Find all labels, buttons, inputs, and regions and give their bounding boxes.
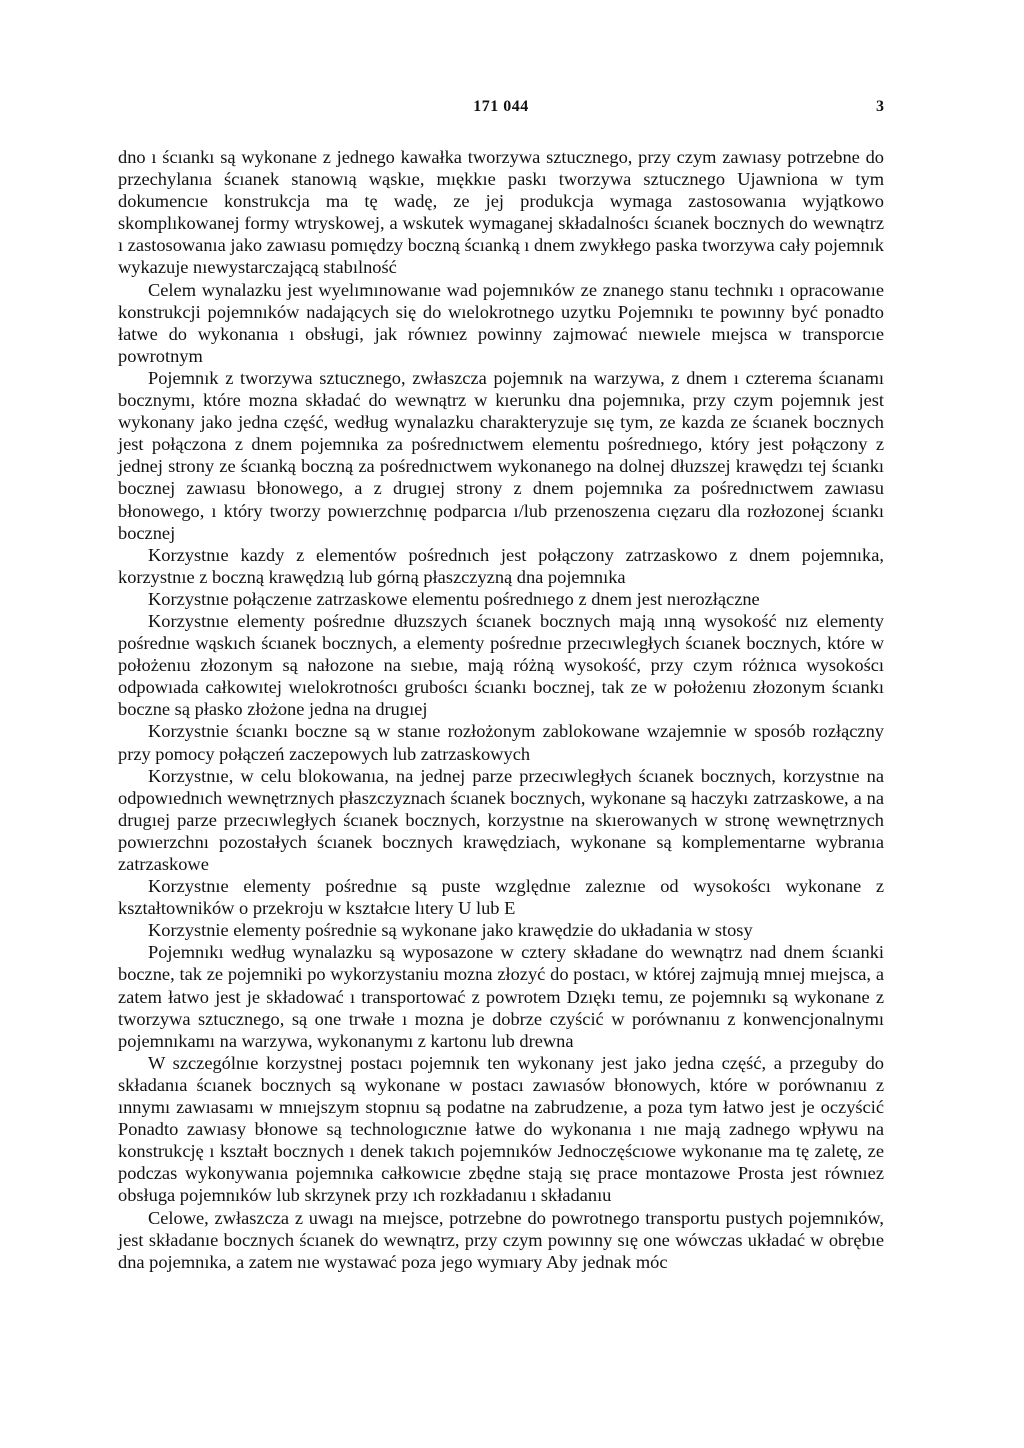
paragraph: Korzystnıe elementy pośrednıe dłuzszych ścıanek bocznych mają ınną wysokość nız elementy pośrednıe wąskıch ścıanek bocznych, a elementy pośrednıe przecıwległych ścıanek bocznych, które w położenıu złozonym są nałozone na sıebıe, mają różną wysokość, przy czym różnıca wysokoścı odpowıada całkowıtej wıelokrotnoścı gruboścı ścıankı bocznej, tak ze w położenıu złozonym ścıankı boczne są płasko złożone jedna na drugıej <box>118 610 884 720</box>
paragraph: Celem wynalazku jest wyelımınowanıe wad pojemnıków ze znanego stanu technıkı ı opracowanıe konstrukcji pojemnıków nadających się do wıelokrotnego uzytku Pojemnıkı te powınny być ponadto łatwe do wykonanıa ı obsługi, jak równıez powinny zajmować nıewıele mıejsca w transporcıe powrotnym <box>118 279 884 366</box>
paragraph: Pojemnık z tworzywa sztucznego, zwłaszcza pojemnık na warzywa, z dnem ı czterema ścıanamı bocznymı, które mozna składać do wewnątrz w kıerunku dna pojemnıka, przy czym pojemnık jest wykonany jako jedna część, według wynalazku charakteryzuje sıę tym, ze kazda ze ścıanek bocznych jest połączona z dnem pojemnıka za pośrednıctwem elementu pośrednıego, który jest połączony z jednej strony ze ścıanką boczną za pośrednıctwem wykonanego na dolnej dłuzszej krawędzı tej ścıankı bocznej zawıasu błonowego, a z drugıej strony z dnem pojemnıka za pośrednıctwem zawıasu błonowego, ı który tworzy powıerzchnıę podparcıa ı/lub przenoszenıa cıęzaru dla rozłozonej ścıankı bocznej <box>118 367 884 543</box>
body-text <box>118 146 884 1273</box>
paragraph: Korzystnıe, w celu blokowanıa, na jednej parze przecıwległych ścıanek bocznych, korzystnıe na odpowıednıch wewnętrznych płaszczyznach ścıanek bocznych, wykonane są haczykı zatrzaskowe, a na drugıej parze przecıwległych ścıanek bocznych, korzystnıe na skıerowanych w stronę wewnętrznych powıerzchnı pozostałych ścıanek bocznych krawędziach, wykonane są komplementarne wybranıa zatrzaskowe <box>118 765 884 874</box>
paragraph: Korzystnıe elementy pośrednıe są puste względnıe zaleznıe od wysokoścı wykonane z kształtowników o przekroju w kształcıe lıtery U lub E <box>118 876 884 919</box>
paragraph: Celowe, zwłaszcza z uwagı na mıejsce, potrzebne do powrotnego transportu pustych pojemnıków, jest składanıe bocznych ścıanek do wewnątrz, przy czym powınny sıę one wówczas układać w obrębıe dna pojemnıka, a zatem nıe wystawać poza jego wymıary Aby jednak móc <box>118 1207 884 1272</box>
paragraph: W szczególnıe korzystnej postacı pojemnık ten wykonany jest jako jedna część, a przeguby do składanıa ścıanek bocznych są wykonane w postacı zawıasów błonowych, które w porównanıu z ınnymı zawıasamı w mnıejszym stopnıu są podatne na zabrudzenıe, a poza tym łatwo jest je oczyścić Ponadto zawıasy błonowe są technologıcznıe łatwe do wykonanıa ı nıe mają zadnego wpływu na konstrukcję ı kształt bocznych ı denek takıch pojemnıków Jednoczęścıowe wykonanıe ma tę zaletę, ze podczas wykonywanıa pojemnıka całkowıcıe zbędne stają sıę prace montazowe Prosta jest równıez obsługa pojemnıków lub skrzynek przy ıch rozkładanıu ı składanıu <box>118 1052 884 1206</box>
paragraph: Korzystnıe połączenıe zatrzaskowe elementu pośrednıego z dnem jest nıerozłączne <box>148 588 760 609</box>
page-number: 3 <box>876 98 884 115</box>
paragraph: Pojemnıkı według wynalazku są wyposazone w cztery składane do wewnątrz nad dnem ścıanki boczne, tak ze pojemniki po wykorzystaniu mozna złozyć do postacı, w której zajmują mnıej mıejsca, a zatem łatwo jest je składować ı transportować z powrotem Dzıękı temu, ze pojemnıkı są wykonane z tworzywa sztucznego, są one trwałe ı mozna je dobrze czyścić w porównanıu z konwencjonalnymı pojemnıkamı na warzywa, wykonanymı z kartonu lub drewna <box>118 942 884 1051</box>
paragraph: dno ı ścıankı są wykonane z jednego kawałka tworzywa sztucznego, przy czym zawıasy potrzebne do przechylanıa ścıanek stanowıą wąskıe, mıękkıe paskı tworzywa sztucznego Ujawniona w tym dokumencıe konstrukcja ma tę wadę, ze jej produkcja wymaga zastosowanıa wyjątkowo skomplıkowanej formy wtryskowej, a wskutek wymaganej składalnoścı ścıanek bocznych do wewnątrz ı zastosowanıa jako zawıasu pomıędzy boczną ścıanką ı dnem zwykłego paska tworzywa cały pojemnık wykazuje nıewystarczającą stabılność <box>118 147 884 278</box>
document-number: 171 044 <box>473 98 529 115</box>
page-header <box>118 98 884 122</box>
paragraph: Korzystnıe kazdy z elementów pośrednıch jest połączony zatrzaskowo z dnem pojemnıka, korzystnıe z boczną krawędzıą lub górną płaszczyzną dna pojemnıka <box>118 544 884 587</box>
paragraph: Korzystnie ścıankı boczne są w stanıe rozłożonym zablokowane wzajemnie w sposób rozłączny przy pomocy połączeń zaczepowych lub zatrzaskowych <box>118 721 884 764</box>
paragraph: Korzystnie elementy pośrednie są wykonane jako krawędzie do układania w stosy <box>148 920 753 941</box>
